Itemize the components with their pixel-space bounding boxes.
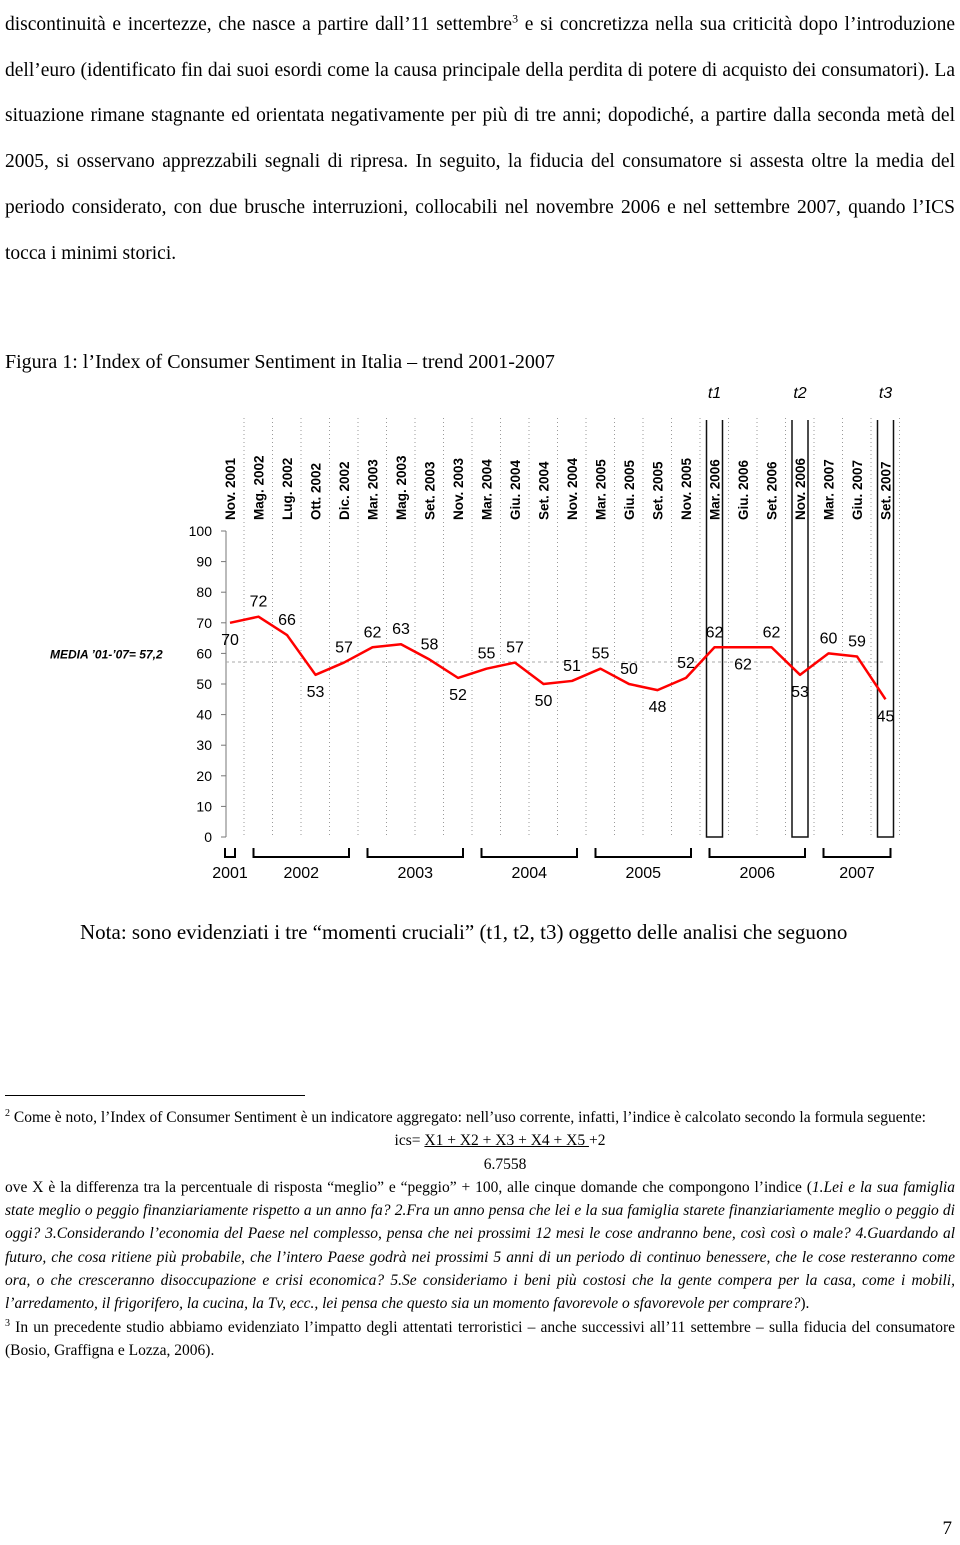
- footnote-2-questions: 1.Lei e la sua famiglia state meglio o peggio finanziariamente rispetto a un anno fa? 2.Fra un anno pensa che lei e la sua famiglia starete finanziariamente meglio o peggio di oggi? 3.Considerando l’economia del Paese nel complesso, pensa che nei prossimi 12 mesi le cose andranno bene, così così o male? 4.Guardando al futuro, che cosa ritiene più probabile, che l’intero Paese godrà nei prossimi 5 anni di un periodo di continuo benessere, che le cose resteranno come ora, o che cresceranno disoccupazione e crisi economica? 5.Se consideriamo i beni più costosi che la gente compera per la casa, come i mobili, l’arredamento, il frigorifero, la cucina, la Tv, ecc., lei pensa che questo sia un momento favorevole o sfavorevole per comprare?: [5, 1178, 955, 1313]
- data-label: 52: [677, 654, 695, 672]
- year-label: 2002: [283, 865, 320, 882]
- category-label: Dic. 2002: [337, 461, 352, 520]
- formula-rhs: +2: [588, 1132, 606, 1150]
- data-label: 62: [705, 624, 724, 642]
- body-text-a: discontinuità e incertezze, che nasce a partire dall’11 settembre: [5, 14, 513, 35]
- footnote-3: [5, 1316, 955, 1363]
- category-label: Mar. 2006: [707, 459, 723, 520]
- year-label: 2004: [511, 865, 548, 882]
- data-label: 57: [506, 639, 524, 657]
- category-label: Lug. 2002: [280, 457, 295, 520]
- y-tick-label: 20: [196, 767, 212, 784]
- data-label: 50: [620, 661, 638, 678]
- page-number: 7: [942, 1518, 952, 1539]
- category-label: Giu. 2004: [508, 459, 523, 520]
- data-label: 51: [563, 657, 581, 675]
- formula-lhs: ics=: [394, 1132, 425, 1150]
- data-label: 62: [363, 624, 382, 642]
- marker-label: t3: [878, 385, 893, 402]
- category-label: Nov. 2003: [451, 457, 466, 520]
- body-text-b: e si concretizza nella sua criticità dopo l’introduzione dell’euro (identificato fin dai suoi esordi come la causa principale della perdita di potere di acquisto dei consumatori). La situazione rimane stagnante ed orientata negativamente per più di tre anni; dopodiché, a partire dalla seconda metà del 2005, si osservano apprezzabili segnali di ripresa. In seguito, la fiducia del consumatore si assesta oltre la media del periodo considerato, con due brusche interruzioni, collocabili nel novembre 2006 e nel settembre 2007, quando l’ICS tocca i minimi storici.: [5, 14, 955, 264]
- category-label: Set. 2006: [764, 461, 780, 520]
- figure-caption: Figura 1: l’Index of Consumer Sentiment in Italia – trend 2001-2007: [5, 351, 555, 373]
- category-label: Mar. 2007: [821, 459, 837, 520]
- ics-trend-chart: [0, 378, 960, 898]
- year-label: 2001: [212, 865, 248, 882]
- ics-formula: [5, 1129, 955, 1152]
- data-label: 48: [648, 699, 667, 717]
- data-label: 63: [392, 621, 410, 639]
- category-label: Ott. 2002: [308, 462, 324, 520]
- footnote-2-number: 2: [5, 1107, 10, 1119]
- data-label: 72: [249, 593, 268, 611]
- footnote-2-continued: [5, 1176, 955, 1316]
- category-label: Mar. 2005: [593, 459, 609, 520]
- year-bracket: [482, 848, 578, 857]
- year-bracket: [225, 848, 235, 857]
- data-label: 62: [762, 624, 781, 642]
- category-label: Set. 2004: [536, 461, 552, 520]
- category-label: Set. 2005: [650, 461, 666, 520]
- y-tick-label: 80: [196, 584, 212, 601]
- data-label: 50: [534, 693, 553, 710]
- year-bracket: [254, 848, 350, 857]
- y-tick-label: 50: [196, 676, 212, 692]
- figure-note: Nota: sono evidenziati i tre “momenti cruciali” (t1, t2, t3) oggetto delle analisi che seguono: [80, 920, 848, 944]
- data-label: 57: [335, 639, 353, 657]
- category-label: Set. 2007: [878, 461, 894, 520]
- category-label: Set. 2003: [422, 461, 438, 520]
- category-label: Giu. 2007: [850, 459, 865, 520]
- footnote-2-text: Come è noto, l’Index of Consumer Sentiment è un indicatore aggregato: nell’uso corrente, infatti, l’indice è calcolato secondo la formula seguente:: [10, 1109, 926, 1126]
- year-label: 2003: [397, 865, 434, 882]
- data-label: 45: [876, 708, 895, 726]
- category-label: Nov. 2001: [223, 457, 238, 520]
- mean-label: MEDIA ’01-’07= 57,2: [50, 647, 163, 662]
- y-tick-label: 40: [196, 706, 212, 723]
- year-bracket: [596, 848, 692, 857]
- year-bracket: [824, 848, 891, 857]
- y-tick-label: 70: [196, 614, 212, 631]
- footnote-ref-3[interactable]: 3: [512, 11, 519, 26]
- footnotes: [5, 1106, 955, 1362]
- category-label: Mag. 2002: [251, 455, 267, 520]
- data-label: 55: [477, 645, 496, 663]
- data-label: 66: [278, 612, 296, 630]
- data-label: 62: [734, 656, 752, 674]
- category-label: Nov. 2004: [565, 457, 580, 520]
- year-label: 2005: [625, 865, 662, 882]
- y-tick-label: 90: [196, 553, 212, 570]
- data-label: 59: [848, 633, 866, 651]
- footnote-3-number: 3: [5, 1317, 10, 1329]
- marker-label: t2: [793, 385, 807, 402]
- body-paragraph: [5, 2, 955, 276]
- data-label: 60: [819, 630, 838, 648]
- footnote-separator: [5, 1095, 305, 1096]
- category-label: Giu. 2006: [736, 459, 751, 520]
- category-label: Nov. 2006: [793, 457, 808, 520]
- category-label: Nov. 2005: [679, 457, 694, 520]
- formula-denominator: 6.7558: [483, 1155, 527, 1173]
- footnote-3-text: In un precedente studio abbiamo evidenziato l’impatto degli attentati terroristici – anche successivi all’11 settembre – sulla fiducia del consumatore (Bosio, Graffigna e Lozza, 2006).: [5, 1318, 955, 1359]
- footnote-2: [5, 1106, 955, 1129]
- category-label: Mar. 2003: [365, 459, 381, 520]
- y-tick-label: 0: [204, 829, 212, 845]
- data-label: 53: [306, 683, 325, 701]
- y-tick-label: 60: [196, 645, 212, 662]
- year-bracket: [710, 848, 806, 857]
- y-tick-label: 10: [196, 798, 212, 815]
- data-label: 70: [221, 631, 239, 649]
- category-label: Mar. 2004: [479, 459, 495, 520]
- data-label: 53: [791, 683, 809, 701]
- data-label: 55: [591, 645, 610, 663]
- year-label: 2007: [839, 865, 875, 882]
- category-label: Mag. 2003: [394, 455, 409, 520]
- formula-numerator: X1 + X2 + X3 + X4 + X5: [424, 1132, 589, 1150]
- marker-label: t1: [707, 385, 722, 402]
- y-tick-label: 30: [196, 737, 212, 754]
- year-label: 2006: [739, 865, 776, 882]
- data-label: 52: [449, 686, 467, 704]
- y-tick-label: 100: [188, 523, 212, 539]
- footnote-2-end: ).: [800, 1295, 810, 1313]
- year-bracket: [368, 848, 464, 857]
- footnote-2-text2: ove X è la differenza tra la percentuale di risposta “meglio” e “peggio” + 100, alle cinque domande che compongono l’indice (: [5, 1178, 812, 1196]
- category-label: Giu. 2005: [622, 459, 637, 520]
- data-label: 58: [420, 636, 439, 654]
